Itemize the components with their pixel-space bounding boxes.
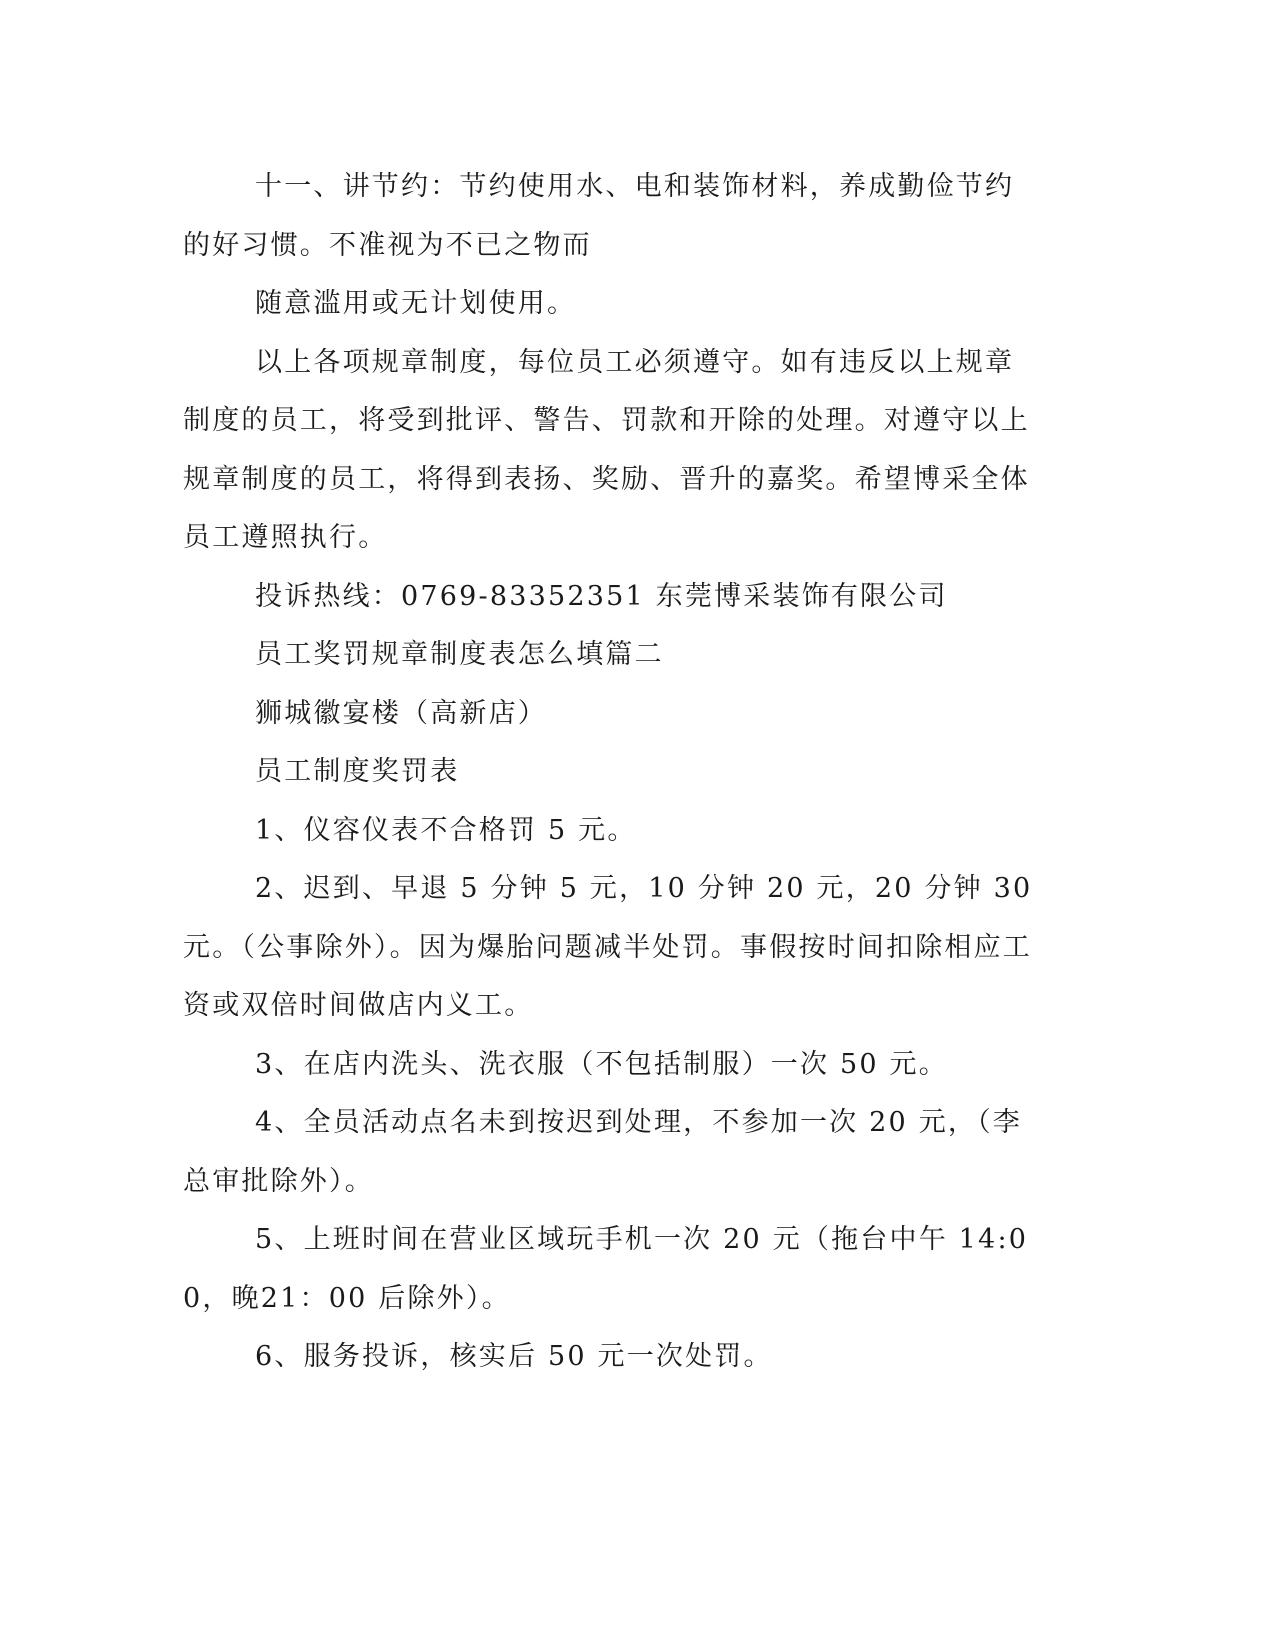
restaurant-name: 狮城徽宴楼（高新店） xyxy=(255,697,547,729)
paragraph-saving-rule: 十一、讲节约：节约使用水、电和装饰材料，养成勤俭节约的好习惯。不准视为不已之物而 xyxy=(183,171,1015,261)
rule-item-1: 1、仪容仪表不合格罚 5 元。 xyxy=(255,814,637,846)
rule-item-3: 3、在店内洗头、洗衣服（不包括制服）一次 50 元。 xyxy=(255,1048,948,1080)
document-body xyxy=(183,158,1043,1387)
paragraph-saving-rule-cont: 随意滥用或无计划使用。 xyxy=(255,288,577,319)
rule-item-4: 4、全员活动点名未到按迟到处理，不参加一次 20 元，（李总审批除外）。 xyxy=(183,1107,1022,1197)
paragraph-hotline: 投诉热线：0769-83352351 东莞博采装饰有限公司 xyxy=(255,580,948,612)
table-title: 员工制度奖罚表 xyxy=(255,756,460,787)
rule-item-2: 2、迟到、早退 5 分钟 5 元，10 分钟 20 元，20 分钟 30 元。（公事除外）。因为爆胎问题减半处罚。事假按时间扣除相应工资或双倍时间做店内义工。 xyxy=(183,873,1033,1021)
paragraph-compliance: 以上各项规章制度，每位员工必须遵守。如有违反以上规章制度的员工，将受到批评、警告、罚款和开除的处理。对遵守以上规章制度的员工，将得到表扬、奖励、晋升的嘉奖。希望博采全体员工遵照执行。 xyxy=(183,346,1030,553)
section-title: 员工奖罚规章制度表怎么填篇二 xyxy=(255,639,664,670)
rule-item-6: 6、服务投诉，核实后 50 元一次处罚。 xyxy=(255,1341,773,1372)
rule-item-5: 5、上班时间在营业区域玩手机一次 20 元（拖台中午 14:00，晚21：00 后除外）。 xyxy=(183,1224,1029,1314)
